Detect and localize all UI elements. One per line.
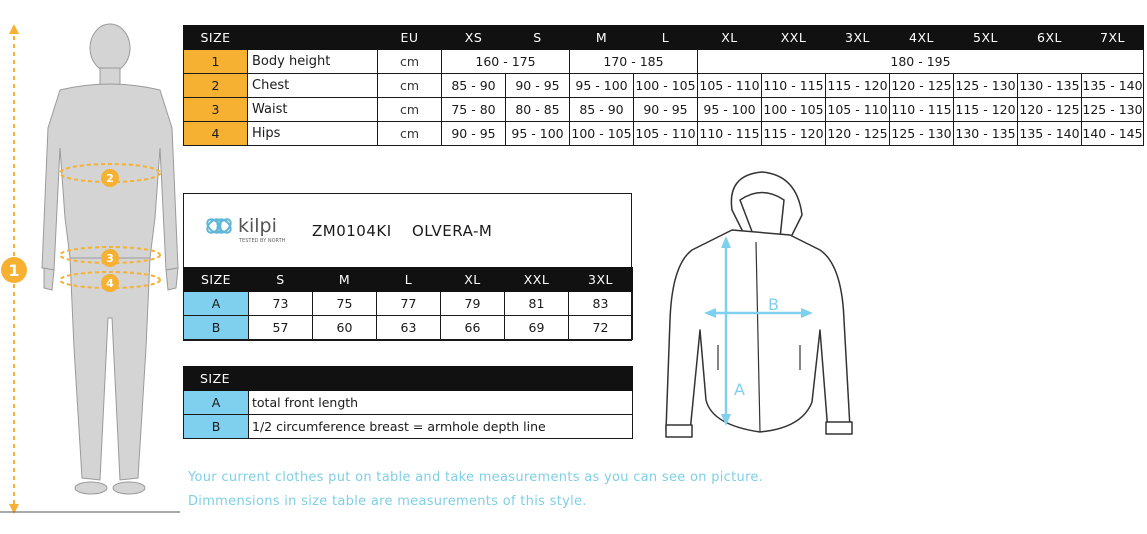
svg-text:4: 4 xyxy=(106,277,114,290)
legend-row-a xyxy=(184,391,633,415)
measurement-legend-table xyxy=(183,366,633,439)
row-label: A xyxy=(184,292,249,316)
height-marker xyxy=(1,257,27,283)
value-cell: 100 - 105 xyxy=(762,98,826,122)
value-cell: 120 - 125 xyxy=(826,122,890,146)
value-cell: 105 - 110 xyxy=(634,122,698,146)
row-label: Body height xyxy=(248,50,378,74)
row-label: Chest xyxy=(248,74,378,98)
value-cell: 120 - 125 xyxy=(890,74,954,98)
row-label: Hips xyxy=(248,122,378,146)
product-code: ZM0104KI xyxy=(312,222,392,240)
row-label: B xyxy=(184,415,249,439)
body-figure-illustration xyxy=(0,18,185,518)
legend-description: 1/2 circumference breast = armhole depth line xyxy=(249,415,633,439)
header-cell: XXL xyxy=(762,26,826,50)
header-cell: 3XL xyxy=(569,268,633,292)
header-cell: XL xyxy=(698,26,762,50)
header-cell: SIZE xyxy=(184,268,249,292)
value-cell: 130 - 135 xyxy=(1018,74,1082,98)
header-cell: 3XL xyxy=(826,26,890,50)
waist-marker xyxy=(101,249,119,267)
value-cell: 110 - 115 xyxy=(698,122,762,146)
header-cell: M xyxy=(570,26,634,50)
value-cell: 95 - 100 xyxy=(698,98,762,122)
header-cell: M xyxy=(313,268,377,292)
value-cell: 135 - 140 xyxy=(1082,74,1144,98)
value-cell: 130 - 135 xyxy=(954,122,1018,146)
header-cell: EU xyxy=(378,26,442,50)
product-name: OLVERA-M xyxy=(412,222,493,240)
value-cell: 180 - 195 xyxy=(698,50,1144,74)
svg-text:B: B xyxy=(768,295,779,314)
value-cell: 77 xyxy=(377,292,441,316)
value-cell: 63 xyxy=(377,316,441,340)
header-cell: XXL xyxy=(505,268,569,292)
value-cell: 90 - 95 xyxy=(506,74,570,98)
hips-marker xyxy=(101,274,119,292)
value-cell: 115 - 120 xyxy=(954,98,1018,122)
unit-cell: cm xyxy=(378,98,442,122)
value-cell: 125 - 130 xyxy=(1082,98,1144,122)
value-cell: 83 xyxy=(569,292,633,316)
instruction-note: Your current clothes put on table and take measurements as you can see on picture. xyxy=(188,470,764,485)
value-cell: 80 - 85 xyxy=(506,98,570,122)
value-cell: 135 - 140 xyxy=(1018,122,1082,146)
size-table-header xyxy=(184,26,1144,50)
value-cell: 105 - 110 xyxy=(698,74,762,98)
value-cell: 75 - 80 xyxy=(442,98,506,122)
value-cell: 125 - 130 xyxy=(954,74,1018,98)
value-cell: 73 xyxy=(249,292,313,316)
header-cell: SIZE xyxy=(184,26,248,50)
product-size-box xyxy=(183,193,632,341)
row-label: B xyxy=(184,316,249,340)
header-cell: 4XL xyxy=(890,26,954,50)
value-cell: 60 xyxy=(313,316,377,340)
garment-size-table xyxy=(183,267,633,340)
header-cell xyxy=(248,26,378,50)
value-cell: 125 - 130 xyxy=(890,122,954,146)
header-cell: 7XL xyxy=(1082,26,1144,50)
value-cell: 75 xyxy=(313,292,377,316)
table-row-hips xyxy=(184,122,1144,146)
value-cell: 140 - 145 xyxy=(1082,122,1144,146)
header-cell: L xyxy=(634,26,698,50)
value-cell: 90 - 95 xyxy=(634,98,698,122)
row-number: 1 xyxy=(184,50,248,74)
value-cell: 100 - 105 xyxy=(634,74,698,98)
row-number: 2 xyxy=(184,74,248,98)
value-cell: 115 - 120 xyxy=(826,74,890,98)
value-cell: 81 xyxy=(505,292,569,316)
svg-text:2: 2 xyxy=(106,172,114,185)
header-cell: XL xyxy=(441,268,505,292)
svg-text:A: A xyxy=(734,380,745,399)
value-cell: 110 - 115 xyxy=(762,74,826,98)
header-cell: 5XL xyxy=(954,26,1018,50)
value-cell: 100 - 105 xyxy=(570,122,634,146)
table-row-b xyxy=(184,316,633,340)
value-cell: 95 - 100 xyxy=(506,122,570,146)
value-cell: 120 - 125 xyxy=(1018,98,1082,122)
header-cell: XS xyxy=(442,26,506,50)
svg-text:3: 3 xyxy=(106,252,114,265)
header-cell: 6XL xyxy=(1018,26,1082,50)
header-cell: S xyxy=(506,26,570,50)
chest-marker xyxy=(101,169,119,187)
value-cell: 95 - 100 xyxy=(570,74,634,98)
header-cell: SIZE xyxy=(184,367,633,391)
value-cell: 160 - 175 xyxy=(442,50,570,74)
brand-row xyxy=(184,194,631,268)
value-cell: 69 xyxy=(505,316,569,340)
legend-description: total front length xyxy=(249,391,633,415)
svg-text:1: 1 xyxy=(8,261,20,280)
header-cell: S xyxy=(249,268,313,292)
value-cell: 90 - 95 xyxy=(442,122,506,146)
jacket-illustration xyxy=(652,170,862,455)
value-cell: 85 - 90 xyxy=(570,98,634,122)
table-row-a xyxy=(184,292,633,316)
table-row-waist xyxy=(184,98,1144,122)
body-size-table xyxy=(183,25,1144,146)
row-label: A xyxy=(184,391,249,415)
value-cell: 115 - 120 xyxy=(762,122,826,146)
table-row-chest xyxy=(184,74,1144,98)
unit-cell: cm xyxy=(378,50,442,74)
kilpi-logo xyxy=(202,206,292,254)
table-row-body-height xyxy=(184,50,1144,74)
row-label: Waist xyxy=(248,98,378,122)
value-cell: 72 xyxy=(569,316,633,340)
value-cell: 79 xyxy=(441,292,505,316)
unit-cell: cm xyxy=(378,74,442,98)
value-cell: 105 - 110 xyxy=(826,98,890,122)
value-cell: 57 xyxy=(249,316,313,340)
value-cell: 85 - 90 xyxy=(442,74,506,98)
legend-row-b xyxy=(184,415,633,439)
dimensions-note: Dimmensions in size table are measurements of this style. xyxy=(188,494,587,509)
row-number: 3 xyxy=(184,98,248,122)
value-cell: 66 xyxy=(441,316,505,340)
legend-header xyxy=(184,367,633,391)
header-cell: L xyxy=(377,268,441,292)
value-cell: 110 - 115 xyxy=(890,98,954,122)
svg-text:TESTED BY NORTH: TESTED BY NORTH xyxy=(239,238,286,244)
garment-table-header xyxy=(184,268,633,292)
row-number: 4 xyxy=(184,122,248,146)
value-cell: 170 - 185 xyxy=(570,50,698,74)
unit-cell: cm xyxy=(378,122,442,146)
svg-text:kilpi: kilpi xyxy=(238,215,277,237)
